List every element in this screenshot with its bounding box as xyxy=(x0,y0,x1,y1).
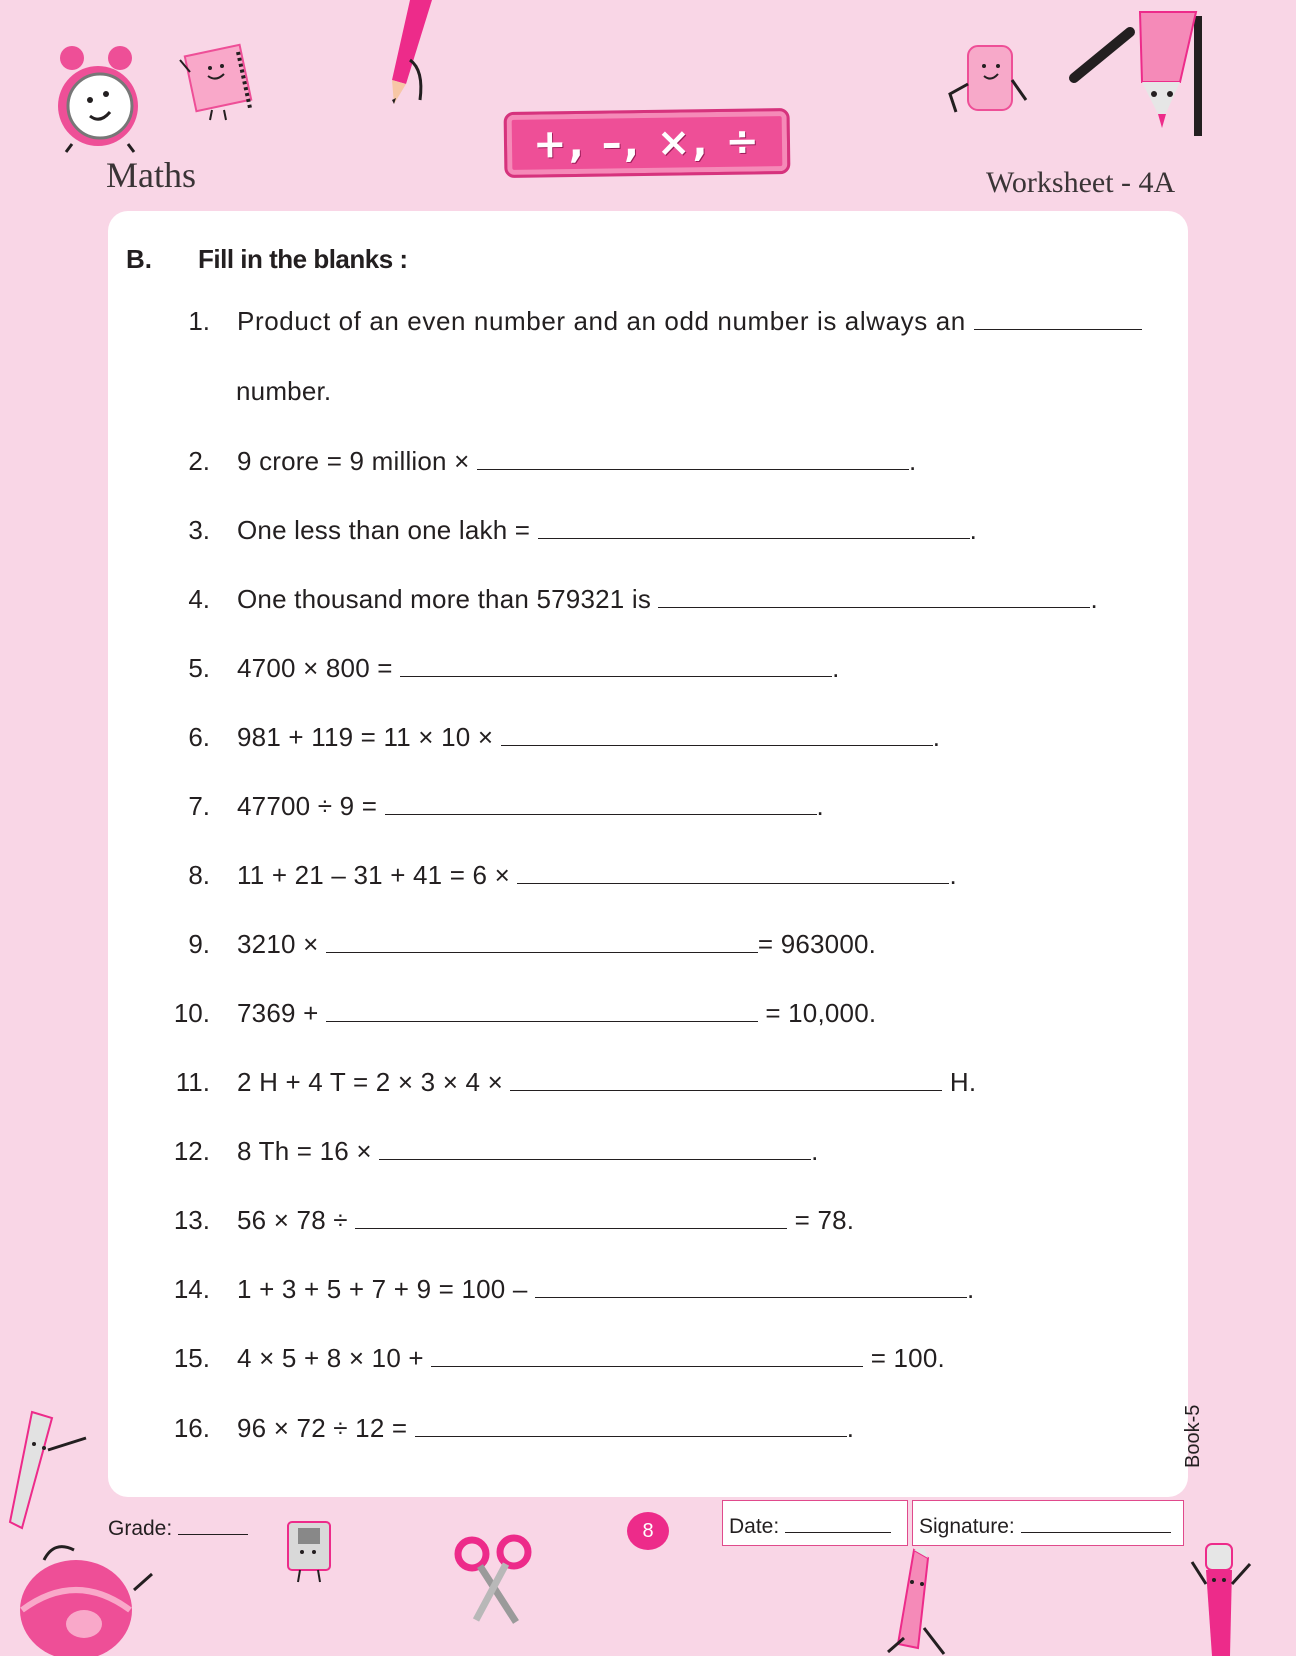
question-text: 96 × 72 ÷ 12 = xyxy=(237,1413,408,1443)
answer-blank[interactable] xyxy=(400,654,832,677)
question-10 xyxy=(237,998,876,1029)
answer-blank[interactable] xyxy=(535,1275,967,1298)
eraser-icon xyxy=(946,44,1030,120)
question-2 xyxy=(237,446,916,477)
answer-blank[interactable] xyxy=(385,792,817,815)
question-text: 9 crore = 9 million × xyxy=(237,446,470,476)
question-number: 5. xyxy=(188,653,210,683)
notebook-icon xyxy=(176,42,260,122)
question-4 xyxy=(237,584,1098,615)
answer-blank[interactable] xyxy=(477,447,909,470)
question-6 xyxy=(237,722,940,753)
question-suffix: = 100. xyxy=(870,1343,945,1373)
question-number: 3. xyxy=(188,515,210,545)
question-number: 12. xyxy=(173,1136,210,1166)
operations-title: +, –, ×, ÷ xyxy=(532,118,762,168)
answer-blank[interactable] xyxy=(415,1414,847,1437)
signature-box xyxy=(912,1500,1184,1546)
question-suffix: = 963000. xyxy=(757,929,877,959)
question-suffix: . xyxy=(969,515,978,545)
question-number: 15. xyxy=(173,1343,210,1373)
subject-label: Maths xyxy=(106,155,196,195)
answer-blank[interactable] xyxy=(326,999,758,1022)
question-number: 14. xyxy=(173,1274,210,1304)
answer-blank[interactable] xyxy=(510,1068,942,1091)
alarm-clock-icon xyxy=(52,44,144,154)
question-number: 1. xyxy=(188,306,210,336)
question-number: 9. xyxy=(188,929,210,959)
question-12 xyxy=(237,1136,819,1167)
question-11 xyxy=(237,1067,976,1098)
grade-blank[interactable] xyxy=(178,1518,248,1535)
question-7 xyxy=(237,791,824,822)
question-number: 8. xyxy=(188,860,210,890)
section-heading: Fill in the blanks : xyxy=(198,244,408,274)
question-text: 4 × 5 + 8 × 10 + xyxy=(237,1343,424,1373)
question-text: 8 Th = 16 × xyxy=(237,1136,372,1166)
question-suffix: . xyxy=(816,791,824,821)
question-text: 7369 + xyxy=(237,998,319,1028)
question-text: 981 + 119 = 11 × 10 × xyxy=(237,722,494,752)
page-number: 8 xyxy=(642,1519,654,1542)
date-label: Date: xyxy=(729,1515,780,1538)
question-suffix: . xyxy=(932,722,941,752)
date-box xyxy=(722,1500,908,1546)
answer-blank[interactable] xyxy=(379,1137,811,1160)
scissors-icon xyxy=(454,1536,534,1626)
answer-blank[interactable] xyxy=(538,516,970,539)
answer-blank[interactable] xyxy=(501,723,933,746)
answer-blank[interactable] xyxy=(517,861,949,884)
question-14 xyxy=(237,1274,974,1305)
crayon-icon xyxy=(884,1548,954,1656)
question-9 xyxy=(237,929,876,960)
question-13 xyxy=(237,1205,854,1236)
signature-blank[interactable] xyxy=(1021,1516,1171,1533)
question-suffix: . xyxy=(846,1413,855,1443)
question-text: 11 + 21 – 31 + 41 = 6 × xyxy=(237,860,511,890)
grade-field xyxy=(108,1517,248,1541)
book-label: Book-5 xyxy=(1182,1404,1204,1468)
question-8 xyxy=(237,860,957,891)
question-1 xyxy=(237,306,1142,337)
question-number: 16. xyxy=(173,1413,210,1443)
ruler-icon xyxy=(8,1410,98,1530)
question-suffix: . xyxy=(908,446,917,476)
answer-blank[interactable] xyxy=(658,585,1090,608)
question-number: 11. xyxy=(175,1067,210,1097)
answer-blank[interactable] xyxy=(974,307,1142,330)
question-suffix: = 10,000. xyxy=(765,998,877,1028)
drawing-pencil-icon xyxy=(1070,6,1220,138)
question-text: One less than one lakh = xyxy=(237,515,531,545)
question-text: 56 × 78 ÷ xyxy=(237,1205,348,1235)
question-1-continuation: number. xyxy=(236,376,332,406)
question-5 xyxy=(237,653,840,684)
sharpener-icon xyxy=(284,1518,344,1586)
answer-blank[interactable] xyxy=(355,1206,787,1229)
pencil-icon xyxy=(380,0,440,112)
question-suffix: . xyxy=(949,860,957,890)
question-15 xyxy=(237,1343,945,1374)
question-text: One thousand more than 579321 is xyxy=(237,584,652,614)
question-suffix: . xyxy=(832,653,840,683)
question-suffix: = 78. xyxy=(794,1205,855,1235)
question-text: Product of an even number and an odd number is always an xyxy=(237,306,966,336)
section-letter: B. xyxy=(126,244,152,274)
question-text: 3210 × xyxy=(237,929,319,959)
question-text: 2 H + 4 T = 2 × 3 × 4 × xyxy=(237,1067,503,1097)
question-number: 2. xyxy=(188,446,210,476)
signature-label: Signature: xyxy=(919,1515,1015,1538)
question-number: 4. xyxy=(188,584,210,614)
question-number: 7. xyxy=(188,791,210,821)
worksheet-number: Worksheet - 4A xyxy=(986,166,1176,199)
grade-label: Grade: xyxy=(108,1517,173,1540)
question-text: 1 + 3 + 5 + 7 + 9 = 100 – xyxy=(237,1274,528,1304)
question-3 xyxy=(237,515,977,546)
question-suffix: . xyxy=(1090,584,1098,614)
answer-blank[interactable] xyxy=(326,930,758,953)
question-number: 13. xyxy=(173,1205,210,1235)
question-text: 4700 × 800 = xyxy=(237,653,393,683)
question-text: 47700 ÷ 9 = xyxy=(237,791,378,821)
date-blank[interactable] xyxy=(785,1516,891,1533)
question-suffix: H. xyxy=(949,1067,977,1097)
question-16 xyxy=(237,1413,854,1444)
question-number: 10. xyxy=(173,998,210,1028)
page-number-badge xyxy=(627,1512,669,1550)
pen-icon xyxy=(1190,1540,1256,1656)
question-number: 6. xyxy=(188,722,210,752)
answer-blank[interactable] xyxy=(431,1344,863,1367)
question-suffix: . xyxy=(966,1274,975,1304)
question-suffix: . xyxy=(811,1136,819,1166)
worksheet-title-badge xyxy=(504,108,791,178)
